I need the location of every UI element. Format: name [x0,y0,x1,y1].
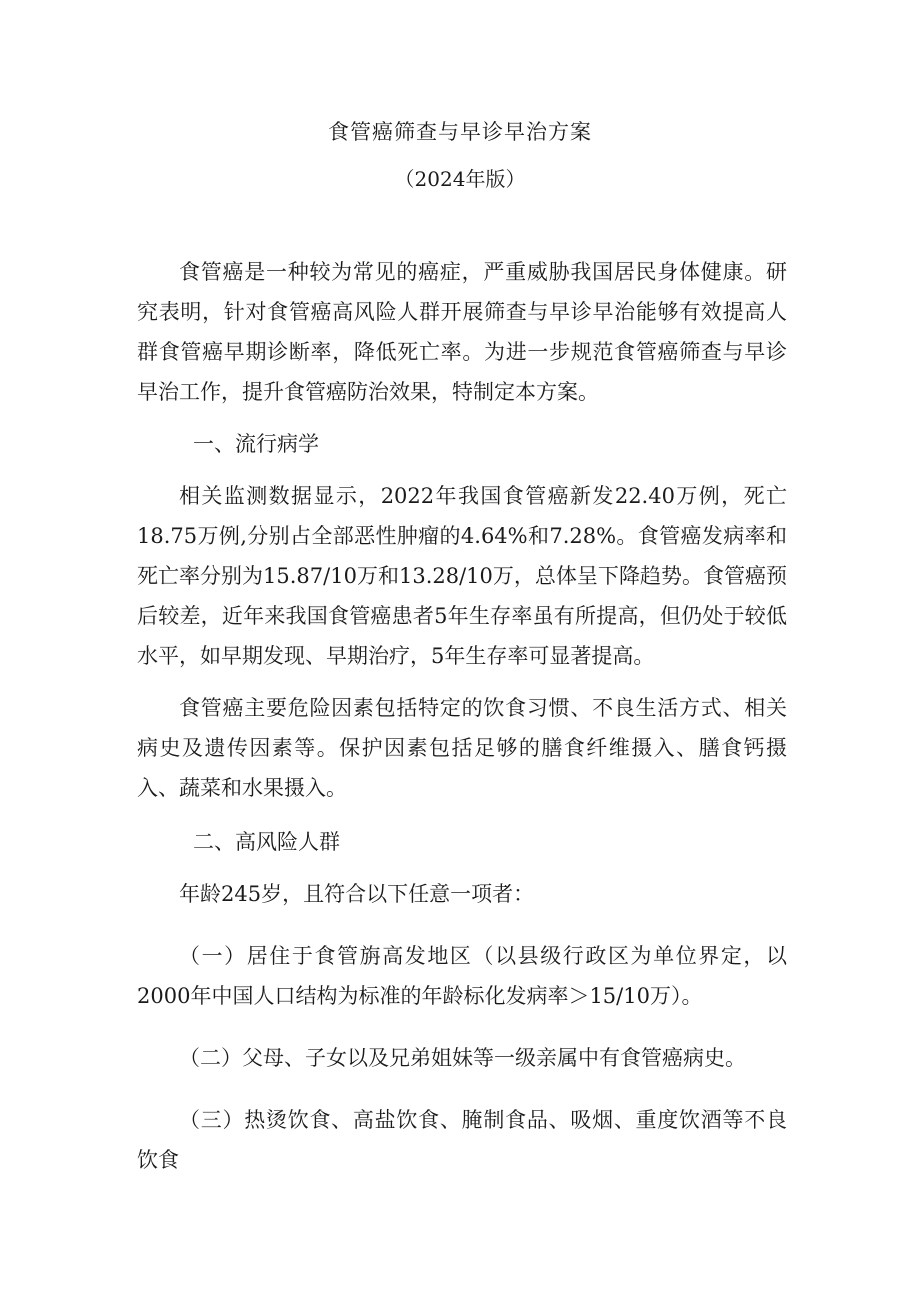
high-risk-item-1: （一）居住于食管旃高发地区（以县级行政区为单位界定，以2000年中国人口结构为标准的年龄标化发病率＞15/10万）。 [137,944,787,1008]
section-heading-epidemiology: 一、流行病学 [193,432,319,456]
document-subtitle: （2024年版） [394,167,526,191]
epidemiology-paragraph-2: 食管癌主要危险因素包括特定的饮食习惯、不良生活方式、相关病史及遗传因素等。保护因素包括足够的膳食纤维摄入、膳食钙摄入、蔬菜和水果摄入。 [137,696,787,800]
high-risk-item-2: （二）父母、子女以及兄弟姐妹等一级亲属中有食管癌病史。 [179,1046,746,1070]
intro-paragraph: 食管癌是一种较为常见的癌症，严重威胁我国居民身体健康。研究表明，针对食管癌高风险人群开展筛查与早诊早治能够有效提高人群食管癌早期诊断率，降低死亡率。为进一步规范食管癌筛查与早诊早治工作，提升食管癌防治效果，特制定本方案。 [137,260,787,404]
high-risk-item-3: （三）热烫饮食、高盐饮食、腌制食品、吸烟、重度饮酒等不良饮食 [137,1108,787,1172]
epidemiology-paragraph-1: 相关监测数据显示，2022年我国食管癌新发22.40万例，死亡18.75万例,分别占全部恶性肿瘤的4.64%和7.28%。食管癌发病率和死亡率分别为15.87/10万和13.28/10万，总体呈下降趋势。食管癌预后较差，近年来我国食管癌患者5年生存率虽有所提高，但仍处于较低水平，如早期发现、早期治疗，5年生存率可显著提高。 [137,484,787,668]
document-body [137,252,787,1180]
document-title: 食管癌筛查与早诊早治方案 [328,120,592,144]
section-heading-high-risk: 二、高风险人群 [193,830,340,854]
high-risk-lead: 年龄245岁，且符合以下任意一项者： [179,882,535,906]
